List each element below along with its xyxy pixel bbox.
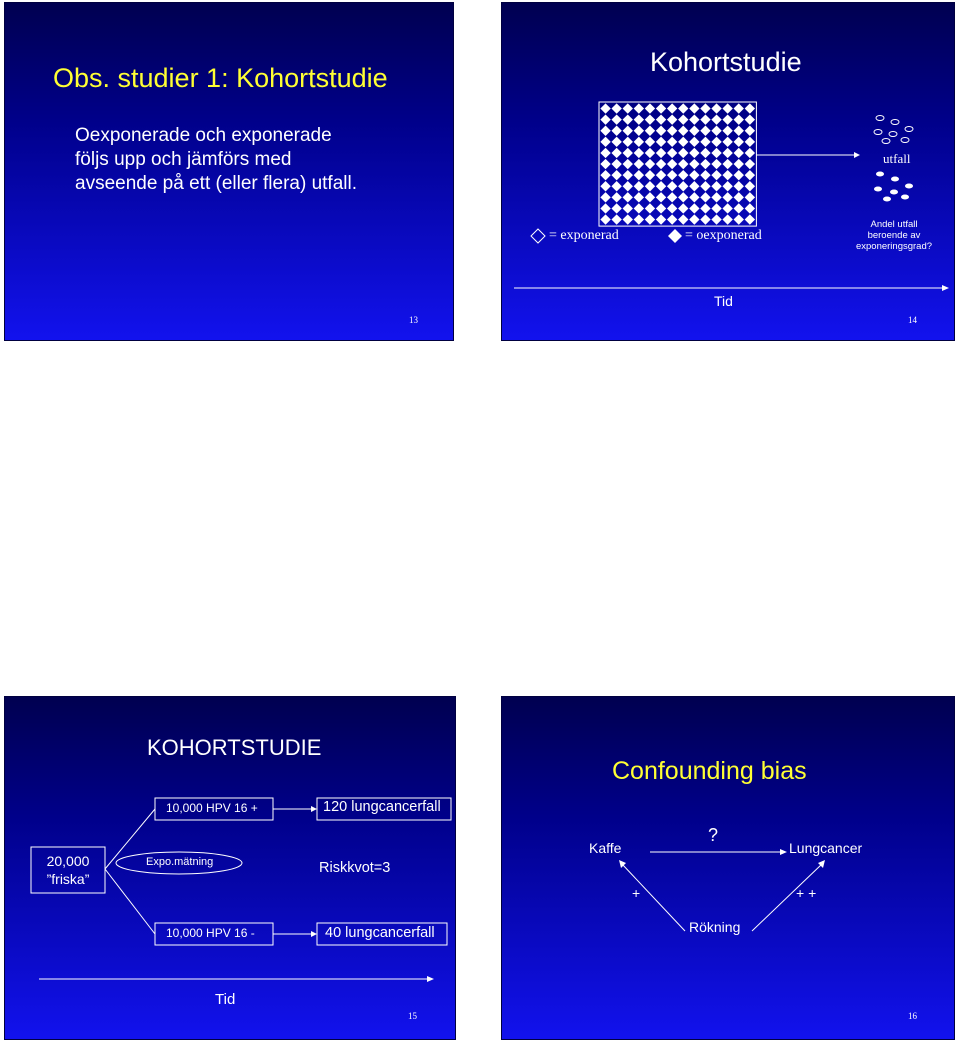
cohort-diamond-icon: [722, 159, 732, 169]
cohort-diamond-icon: [734, 192, 744, 202]
cohort-diamond-icon: [734, 159, 744, 169]
confounding-diagram: [502, 697, 955, 1040]
cohort-diamond-icon: [678, 103, 688, 113]
cohort-diamond-icon: [711, 181, 721, 191]
cohort-diamond-icon: [623, 114, 633, 124]
unexposed-diamond-icon: [668, 229, 682, 243]
cohort-diamond-icon: [600, 192, 610, 202]
cohort-diamond-icon: [678, 114, 688, 124]
cohort-diamond-icon: [600, 137, 610, 147]
slide-13: [4, 2, 454, 341]
slide-title: KOHORTSTUDIE: [147, 735, 322, 760]
cohort-diamond-icon: [600, 181, 610, 191]
cohort-diamond-icon: [611, 137, 621, 147]
cohort-diamond-icon: [656, 181, 666, 191]
cohort-diamond-icon: [623, 203, 633, 213]
group-neg-label: 10,000 HPV 16 -: [166, 926, 255, 940]
cohort-diamond-icon: [734, 203, 744, 213]
cohort-diamond-icon: [656, 148, 666, 158]
cohort-diamond-icon: [700, 181, 710, 191]
cohort-diamond-icon: [711, 214, 721, 224]
body-line: avseende på ett (eller flera) utfall.: [75, 173, 357, 194]
cohort-diamond-icon: [678, 170, 688, 180]
cohort-diamond-icon: [656, 170, 666, 180]
slide-title: Kohortstudie: [650, 47, 802, 77]
cohort-diamond-icon: [611, 126, 621, 136]
arrowhead-icon: [780, 849, 787, 855]
cohort-diamond-icon: [734, 170, 744, 180]
question-mark: ?: [708, 825, 719, 845]
research-question: [850, 219, 938, 252]
cohort-diamond-icon: [745, 159, 755, 169]
cohort-diamond-icon: [722, 126, 732, 136]
body-line: Oexponerade och exponerade: [75, 125, 332, 146]
cohort-diamond-icon: [611, 114, 621, 124]
cohort-diamond-icon: [722, 114, 732, 124]
cohort-diamond-icon: [734, 214, 744, 224]
cohort-diamond-icon: [611, 170, 621, 180]
legend-unexposed: = oexponerad: [685, 228, 762, 243]
cohort-diamond-icon: [611, 103, 621, 113]
cohort-diamond-icon: [600, 203, 610, 213]
cohort-diamond-icon: [656, 103, 666, 113]
cohort-diamond-icon: [667, 159, 677, 169]
cohort-diamond-icon: [623, 126, 633, 136]
cohort-diamond-icon: [645, 170, 655, 180]
cohort-diamond-icon: [667, 214, 677, 224]
cases-pos-label: 120 lungcancerfall: [323, 799, 441, 815]
cohort-diamond-icon: [700, 159, 710, 169]
cohort-diamond-icon: [634, 192, 644, 202]
cohort-diamond-icon: [711, 114, 721, 124]
cohort-diamond-icon: [656, 114, 666, 124]
cohort-diamond-icon: [711, 148, 721, 158]
cohort-diamond-icon: [678, 137, 688, 147]
cohort-diamond-icon: [656, 137, 666, 147]
question-line: beroende av: [867, 230, 921, 241]
cohort-diamond-icon: [611, 181, 621, 191]
cohort-diamond-icon: [711, 192, 721, 202]
group-pos-label: 10,000 HPV 16 +: [166, 801, 258, 815]
cohort-grid: [599, 102, 756, 226]
cohort-diamond-icon: [645, 159, 655, 169]
cohort-diamond-icon: [634, 137, 644, 147]
cohort-diamond-icon: [678, 148, 688, 158]
cohort-diamond-icon: [623, 214, 633, 224]
cohort-diamond-icon: [734, 137, 744, 147]
cohort-diamond-icon: [734, 126, 744, 136]
cohort-diamond-icon: [634, 148, 644, 158]
cohort-diamond-icon: [689, 103, 699, 113]
cohort-diamond-icon: [722, 203, 732, 213]
slide-14: [501, 2, 955, 341]
cohort-diamond-icon: [667, 170, 677, 180]
cases-neg-label: 40 lungcancerfall: [325, 925, 435, 941]
risk-ratio: Riskkvot=3: [319, 860, 391, 876]
plus-left: +: [632, 885, 641, 901]
cohort-diamond-icon: [722, 148, 732, 158]
body-line: följs upp och jämförs med: [75, 149, 292, 170]
cohort-diamond-icon: [722, 214, 732, 224]
cohort-diamond-icon: [600, 148, 610, 158]
cohort-diamond-icon: [656, 126, 666, 136]
measurement-label: Expo.mätning: [146, 856, 214, 868]
cohort-diamond-icon: [689, 192, 699, 202]
outcome-open-circles: [874, 116, 913, 144]
slide-body: [75, 124, 357, 196]
cohort-label: [31, 852, 105, 888]
cohort-diamond-icon: [689, 181, 699, 191]
cohort-diamond-icon: [745, 126, 755, 136]
cohort-diamond-icon: [711, 137, 721, 147]
cohort-diamond-icon: [645, 103, 655, 113]
cohort-diamond-icon: [645, 214, 655, 224]
arrowhead-icon: [311, 931, 317, 937]
time-arrowhead-icon: [427, 976, 434, 982]
cohort-diamond-icon: [700, 114, 710, 124]
cohort-diamond-icon: [611, 203, 621, 213]
cohort-diamond-icon: [645, 126, 655, 136]
cohort-diamond-icon: [745, 181, 755, 191]
branch-neg: [105, 869, 155, 934]
cohort-diamond-icon: [656, 203, 666, 213]
slide-title: Confounding bias: [612, 757, 807, 785]
cohort-diamond-icon: [689, 214, 699, 224]
cohort-diamond-icon: [689, 148, 699, 158]
cohort-diamond-icon: [623, 103, 633, 113]
cohort-diamond-icon: [611, 214, 621, 224]
cohort-diamond-icon: [667, 103, 677, 113]
time-arrowhead-icon: [942, 285, 949, 291]
cohort-diamond-icon: [667, 203, 677, 213]
cohort-diamond-icon: [678, 214, 688, 224]
cohort-diamond-icon: [689, 203, 699, 213]
cohort-diamond-icon: [745, 114, 755, 124]
cohort-diamond-icon: [700, 203, 710, 213]
cohort-diamond-icon: [711, 126, 721, 136]
cohort-diamond-icon: [667, 137, 677, 147]
cohort-diamond-icon: [623, 159, 633, 169]
cohort-diamond-icon: [611, 192, 621, 202]
cohort-diamond-icon: [689, 126, 699, 136]
cohort-diamond-icon: [734, 114, 744, 124]
legend-exposed: = exponerad: [549, 228, 619, 243]
cohort-diamond-icon: [634, 103, 644, 113]
cohort-diamond-icon: [667, 126, 677, 136]
cohort-diamond-icon: [623, 148, 633, 158]
cohort-diamond-icon: [600, 170, 610, 180]
cohort-diamond-icon: [700, 170, 710, 180]
cohort-diamond-icon: [623, 181, 633, 191]
cohort-diamond-icon: [667, 148, 677, 158]
cohort-diamond-icon: [667, 114, 677, 124]
cohort-diamond-icon: [678, 159, 688, 169]
cohort-diamond-icon: [700, 214, 710, 224]
cohort-diamond-icon: [689, 137, 699, 147]
cohort-diamond-icon: [634, 214, 644, 224]
cohort-diamond-icon: [645, 192, 655, 202]
cohort-diamond-icon: [645, 203, 655, 213]
cohort-diamond-icon: [656, 214, 666, 224]
slide-title: Obs. studier 1: Kohortstudie: [53, 63, 388, 93]
outcome-label: Lungcancer: [789, 840, 863, 856]
cohort-diamond-icon: [600, 214, 610, 224]
cohort-diamond-icon: [722, 192, 732, 202]
cohort-diamond-icon: [734, 148, 744, 158]
slide-16: [501, 696, 955, 1040]
cohort-diamond-icon: [745, 137, 755, 147]
outcome-label: utfall: [883, 151, 911, 166]
cohort-diamond-icon: [634, 170, 644, 180]
cohort-diamond-icon: [634, 114, 644, 124]
cohort-diamond-icon: [634, 181, 644, 191]
question-line: exponeringsgrad?: [855, 241, 933, 252]
cohort-diamond-icon: [722, 103, 732, 113]
cohort-diamond-icon: [623, 170, 633, 180]
cohort-diamond-icon: [745, 192, 755, 202]
arrowhead-icon: [311, 806, 317, 812]
arrowhead-icon: [854, 152, 860, 158]
cohort-diamond-icon: [745, 103, 755, 113]
cohort-diamond-icon: [600, 103, 610, 113]
slide-number: 14: [908, 315, 917, 325]
cohort-diamond-icon: [600, 159, 610, 169]
cohort-diamond-icon: [722, 137, 732, 147]
cohort-diamond-icon: [734, 181, 744, 191]
cohort-diamond-icon: [711, 203, 721, 213]
cohort-diamond-icon: [745, 203, 755, 213]
cohort-diamond-icon: [645, 137, 655, 147]
cohort-diamond-icon: [700, 148, 710, 158]
question-line: Andel utfall: [870, 219, 918, 230]
cohort-diamond-icon: [700, 103, 710, 113]
cohort-diamond-icon: [667, 192, 677, 202]
cohort-diamond-icon: [678, 203, 688, 213]
cohort-diamond-icon: [734, 103, 744, 113]
exposed-diamond-icon: [531, 229, 545, 243]
cohort-diamond-icon: [611, 148, 621, 158]
cohort-diamond-icon: [600, 126, 610, 136]
cohort-status: ”friska”: [46, 871, 90, 887]
cohort-diamond-icon: [700, 192, 710, 202]
cohort-diamond-icon: [700, 126, 710, 136]
cohort-diamond-icon: [678, 192, 688, 202]
cohort-diamond-icon: [745, 170, 755, 180]
time-label: Tid: [714, 293, 733, 309]
cohort-diamond-icon: [600, 114, 610, 124]
cohort-diamond-icon: [689, 114, 699, 124]
cohort-diamond-icon: [722, 181, 732, 191]
slide-number: 16: [908, 1011, 917, 1021]
cohort-diamond-icon: [645, 114, 655, 124]
time-label: Tid: [215, 991, 236, 1008]
cohort-diamond-icon: [656, 159, 666, 169]
cohort-diamond-icon: [656, 192, 666, 202]
cohort-diamond-icon: [689, 170, 699, 180]
cohort-diamond-icon: [711, 159, 721, 169]
slide-15: [4, 696, 456, 1040]
cohort-diamond-icon: [645, 148, 655, 158]
cohort-diamond-icon: [634, 159, 644, 169]
cohort-diamond-icon: [678, 181, 688, 191]
cohort-diamond-icon: [745, 214, 755, 224]
cohort-diamond-icon: [623, 137, 633, 147]
cohort-diamond-icon: [678, 126, 688, 136]
cohort-diamond-icon: [711, 103, 721, 113]
cohort-diamond-icon: [745, 148, 755, 158]
cohort-diamond-icon: [634, 126, 644, 136]
cohort-diamond-icon: [689, 159, 699, 169]
cohort-diamond-icon: [667, 181, 677, 191]
cohort-diamond-icon: [700, 137, 710, 147]
plus-right: + +: [796, 885, 817, 901]
cohort-diagram: [502, 3, 955, 341]
slide-number: 15: [408, 1011, 417, 1021]
cohort-diamond-icon: [645, 181, 655, 191]
outcome-filled-circles: [874, 172, 913, 202]
exposure-label: Kaffe: [589, 840, 622, 856]
cohort-diamond-icon: [711, 170, 721, 180]
cohort-diamond-icon: [623, 192, 633, 202]
cohort-diamond-icon: [722, 170, 732, 180]
confounder-label: Rökning: [689, 919, 741, 935]
cohort-size: 20,000: [46, 853, 90, 869]
slide-number: 13: [409, 315, 418, 325]
cohort-diamond-icon: [634, 203, 644, 213]
cohort-diamond-icon: [611, 159, 621, 169]
